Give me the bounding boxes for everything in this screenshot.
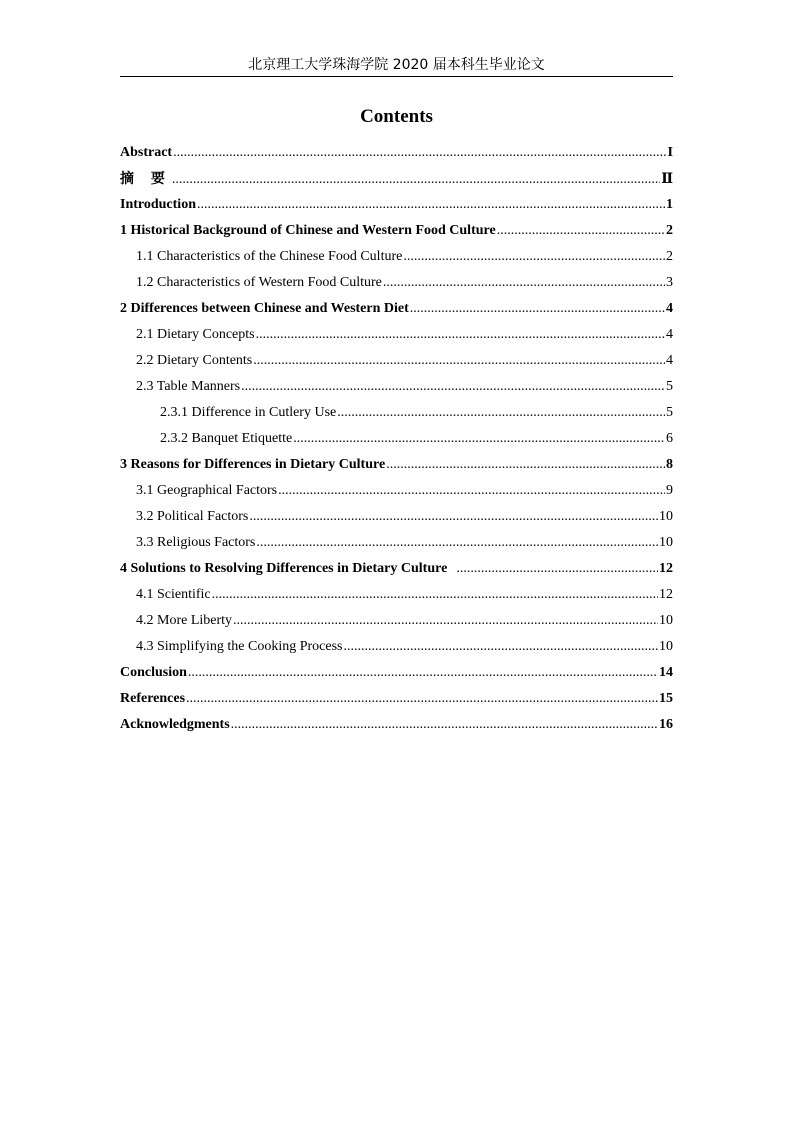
toc-entry[interactable] — [120, 530, 673, 556]
toc-entry-label: 1.1 Characteristics of the Chinese Food Culture — [136, 249, 403, 264]
toc-entry-page-number: Ⅱ — [661, 172, 673, 187]
running-header: 北京理工大学珠海学院 2020 届本科生毕业论文 — [248, 57, 545, 73]
toc-entry-label: Conclusion — [120, 665, 187, 680]
toc-entry-label: 3 Reasons for Differences in Dietary Culture — [120, 457, 386, 472]
toc-entry-page-number: 2 — [666, 249, 673, 264]
toc-entry-page-number: 4 — [666, 353, 673, 368]
dot-leader — [172, 167, 660, 193]
toc-entry-page-number: 5 — [666, 405, 673, 420]
toc-entry[interactable] — [120, 660, 673, 686]
dot-leader — [233, 608, 658, 634]
toc-entry-label: 3.2 Political Factors — [136, 509, 249, 524]
toc-entry-label: 1.2 Characteristics of Western Food Culture — [136, 275, 382, 290]
toc-entry-label: 4.2 More Liberty — [136, 613, 233, 628]
contents-title: Contents — [360, 106, 433, 127]
dot-leader — [197, 192, 665, 218]
dot-leader — [344, 634, 659, 660]
dot-leader — [256, 322, 665, 348]
toc-entry[interactable] — [120, 686, 673, 712]
toc-entry[interactable] — [120, 452, 673, 478]
toc-entry-label: Acknowledgments — [120, 717, 230, 732]
toc-entry[interactable] — [120, 270, 673, 296]
toc-entry-page-number: 3 — [666, 275, 673, 290]
toc-entry-label: 2 Differences between Chinese and Western Diet — [120, 301, 409, 316]
toc-entry-page-number: 2 — [666, 223, 673, 238]
toc-entry[interactable] — [120, 400, 673, 426]
toc-entry-page-number: 15 — [659, 691, 673, 706]
dot-leader — [278, 478, 665, 504]
toc-entry[interactable] — [120, 244, 673, 270]
dot-leader — [253, 348, 665, 374]
toc-entry-page-number: 10 — [659, 535, 673, 550]
toc-entry[interactable] — [120, 218, 673, 244]
toc-entry[interactable] — [120, 192, 673, 218]
toc-entry-label: 2.1 Dietary Concepts — [136, 327, 255, 342]
toc-entry-label: 3.3 Religious Factors — [136, 535, 256, 550]
toc-entry[interactable] — [120, 582, 673, 608]
toc-entry[interactable] — [120, 426, 673, 452]
toc-entry-label: Abstract — [120, 145, 173, 160]
dot-leader — [456, 556, 658, 582]
toc-entry-label: 3.1 Geographical Factors — [136, 483, 278, 498]
toc-entry-page-number: 6 — [666, 431, 673, 446]
dot-leader — [241, 374, 665, 400]
toc-entry[interactable] — [120, 296, 673, 322]
toc-entry-label: 4.3 Simplifying the Cooking Process — [136, 639, 343, 654]
toc-entry[interactable] — [120, 712, 673, 738]
dot-leader — [212, 582, 658, 608]
dot-leader — [186, 686, 658, 712]
toc-entry-page-number: 4 — [666, 327, 673, 342]
toc-entry-page-number: 10 — [659, 639, 673, 654]
dot-leader — [383, 270, 665, 296]
toc-entry[interactable] — [120, 504, 673, 530]
toc-entry[interactable] — [120, 140, 673, 166]
dot-leader — [173, 140, 666, 166]
toc-entry[interactable] — [120, 374, 673, 400]
toc-entry-page-number: 5 — [666, 379, 673, 394]
dot-leader — [337, 400, 665, 426]
toc-entry-label: Introduction — [120, 197, 196, 212]
toc-entry-page-number: 1 — [666, 197, 673, 212]
toc-entry-page-number: 9 — [666, 483, 673, 498]
dot-leader — [188, 660, 658, 686]
table-of-contents — [120, 140, 673, 738]
toc-entry-page-number: 14 — [659, 665, 673, 680]
toc-entry-label: 2.3.2 Banquet Etiquette — [160, 431, 293, 446]
toc-entry-page-number: 8 — [666, 457, 673, 472]
header-rule — [120, 76, 673, 77]
toc-entry-label: 1 Historical Background of Chinese and Western Food Culture — [120, 223, 496, 238]
dot-leader — [231, 712, 658, 738]
toc-entry[interactable] — [120, 608, 673, 634]
toc-entry[interactable] — [120, 556, 673, 582]
toc-entry-label: 2.2 Dietary Contents — [136, 353, 253, 368]
toc-entry-page-number: 10 — [659, 613, 673, 628]
dot-leader — [497, 218, 665, 244]
dot-leader — [256, 530, 658, 556]
toc-entry-label: 摘 要 — [120, 171, 171, 187]
toc-entry[interactable] — [120, 478, 673, 504]
dot-leader — [403, 244, 665, 270]
toc-entry-label: References — [120, 691, 186, 706]
toc-entry-label: 4 Solutions to Resolving Differences in Dietary Culture — [120, 561, 448, 576]
toc-entry-page-number: 12 — [659, 561, 673, 576]
toc-entry-label: 2.3 Table Manners — [136, 379, 241, 394]
toc-entry-page-number: 12 — [659, 587, 673, 602]
toc-entry[interactable] — [120, 348, 673, 374]
toc-entry[interactable] — [120, 166, 673, 192]
dot-leader — [410, 296, 665, 322]
dot-leader — [386, 452, 665, 478]
toc-entry-page-number: 16 — [659, 717, 673, 732]
dot-leader — [249, 504, 658, 530]
toc-entry-page-number: I — [667, 145, 673, 160]
toc-entry-label: 2.3.1 Difference in Cutlery Use — [160, 405, 337, 420]
toc-entry-page-number: 10 — [659, 509, 673, 524]
toc-entry[interactable] — [120, 634, 673, 660]
toc-entry-label: 4.1 Scientific — [136, 587, 211, 602]
toc-entry-page-number: 4 — [666, 301, 673, 316]
dot-leader — [293, 426, 665, 452]
toc-entry[interactable] — [120, 322, 673, 348]
